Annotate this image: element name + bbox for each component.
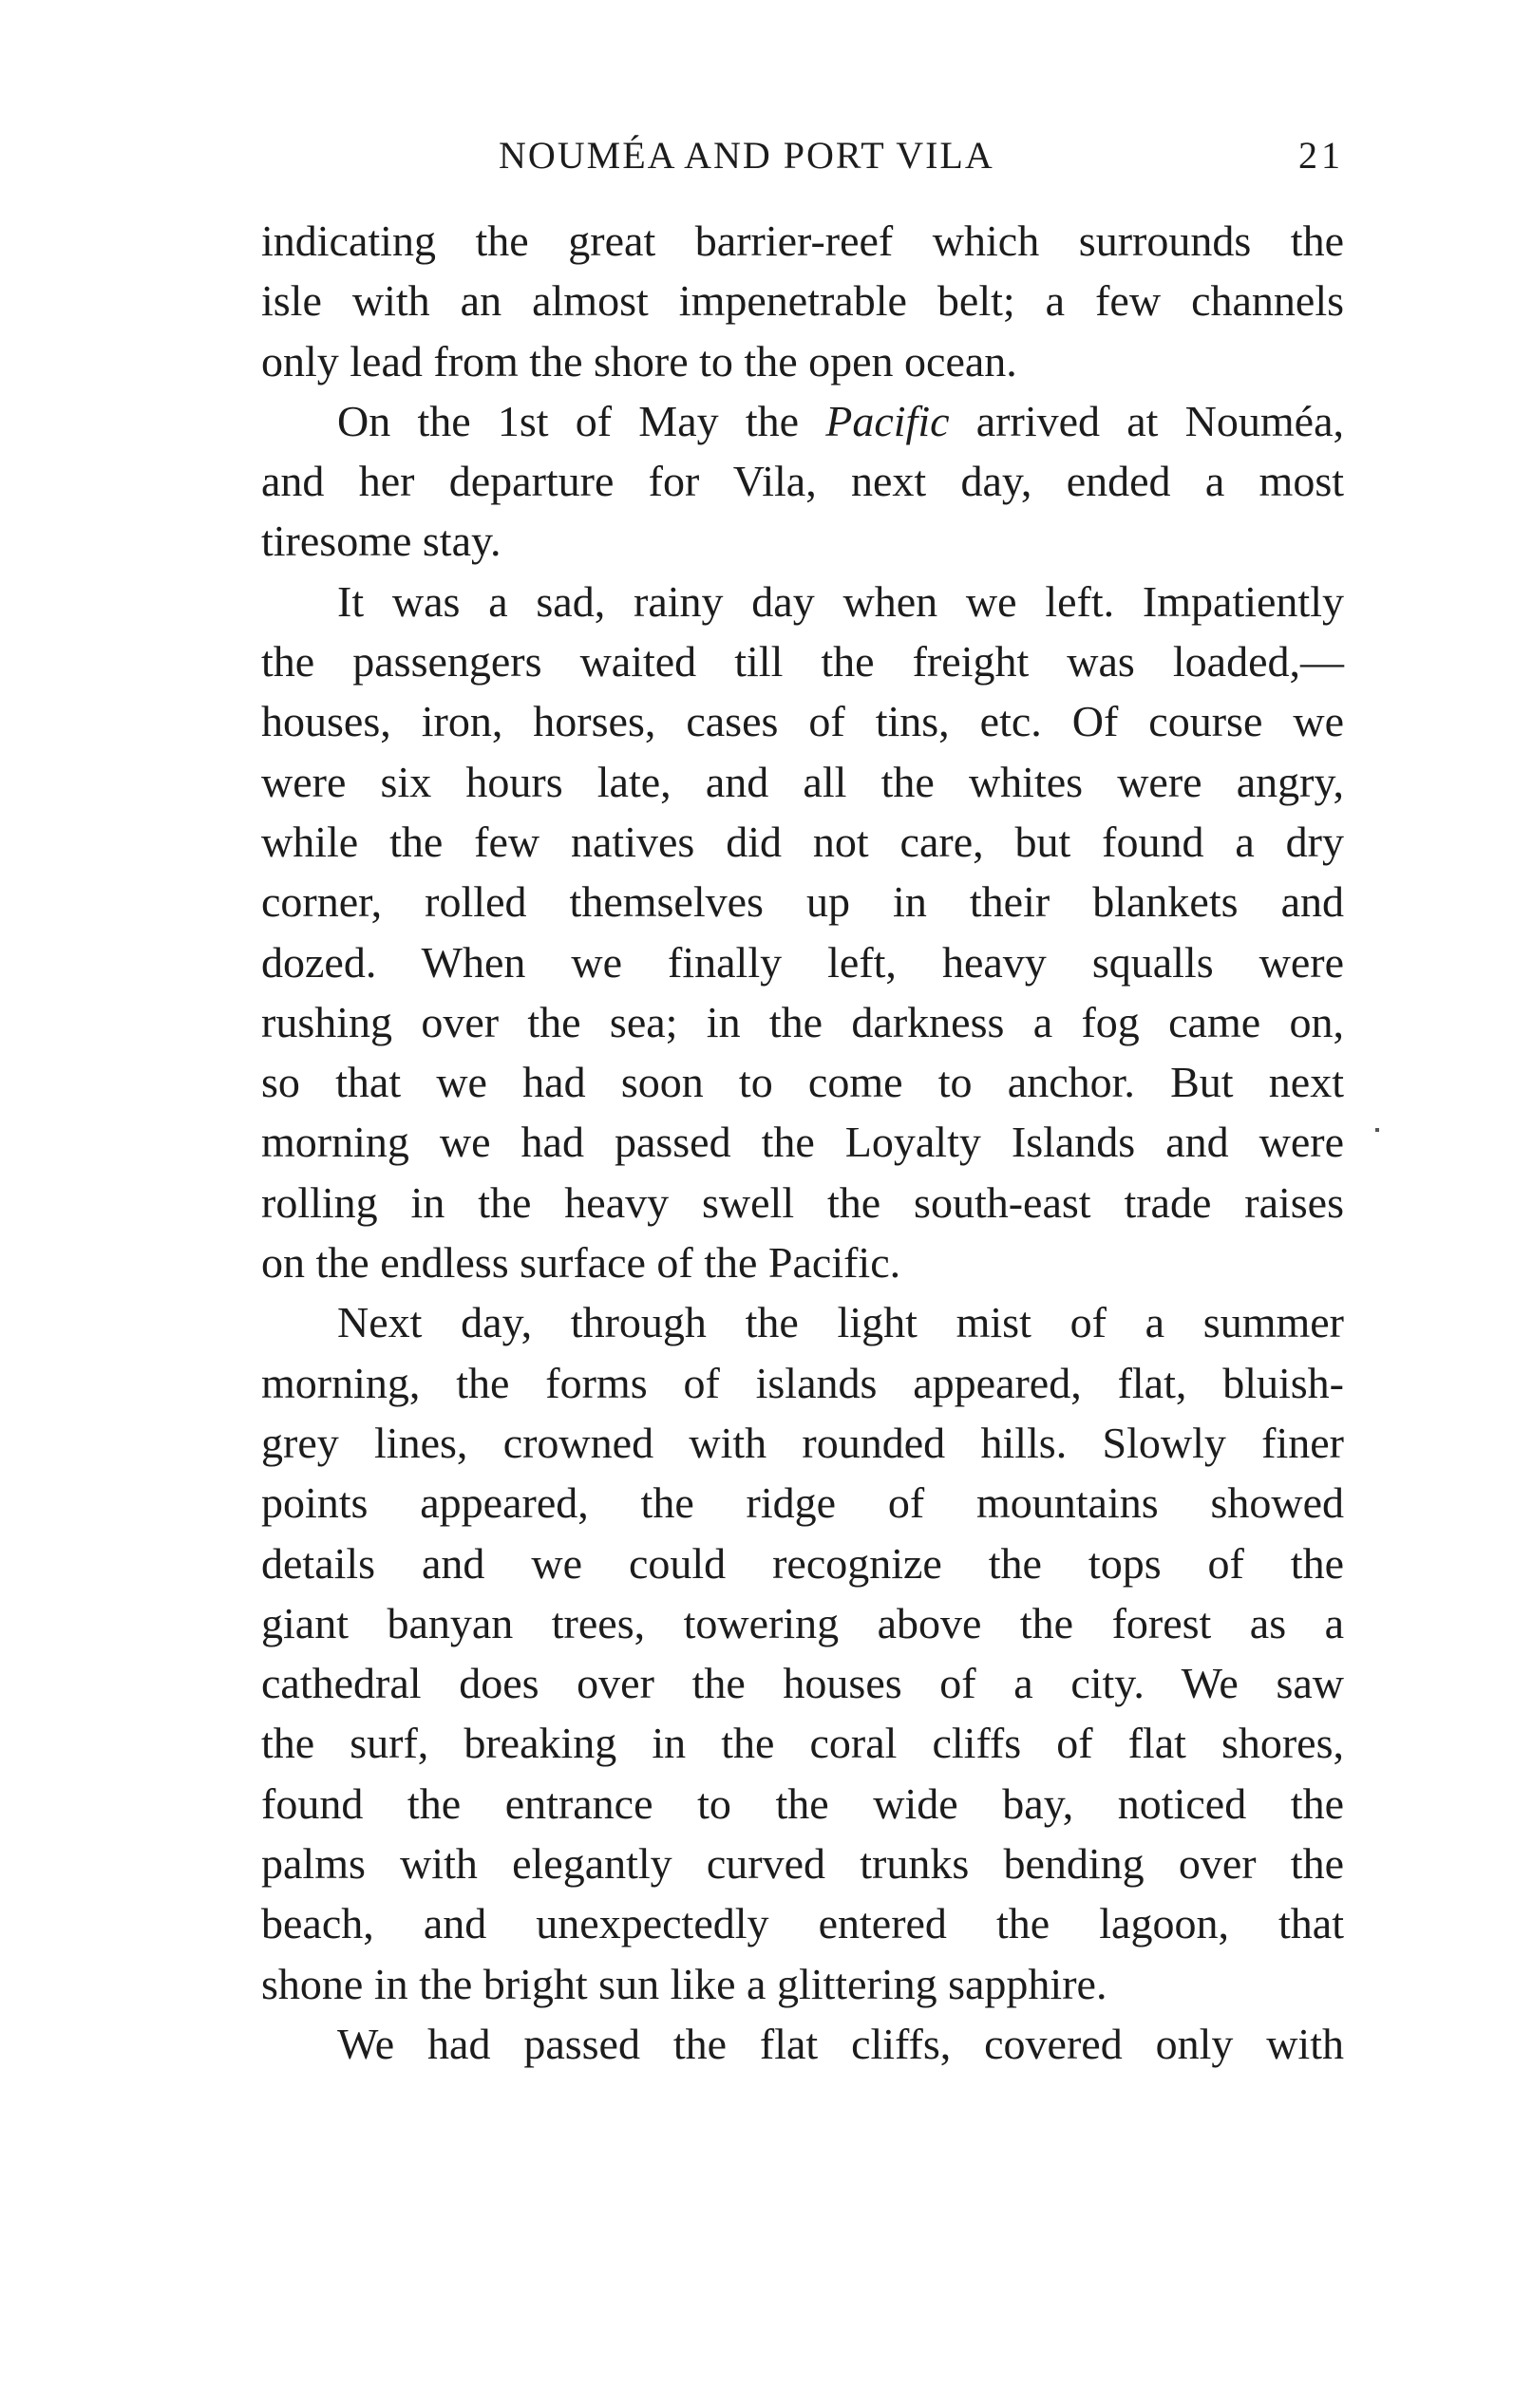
text-line: tiresome stay. — [261, 517, 502, 566]
text-line: corner, rolled themselves up in their blankets and — [261, 877, 1344, 927]
text-line: morning we had passed the Loyalty Islands and were — [261, 1118, 1344, 1167]
text-line: and her departure for Vila, next day, ended a most — [261, 457, 1344, 506]
body-text — [261, 211, 1344, 2074]
text-line: on the endless surface of the Pacific. — [261, 1238, 901, 1288]
text-line: were six hours late, and all the whites were angry, — [261, 757, 1344, 806]
text-line — [261, 391, 1344, 451]
text-line: only lead from the shore to the open ocean. — [261, 336, 1017, 386]
text-line: shone in the bright sun like a glittering sapphire. — [261, 1959, 1107, 2008]
text-line: morning, the forms of islands appeared, flat, bluish- — [261, 1358, 1344, 1407]
text-line-start: On the 1st of May the Pacific arrived at Nouméa, — [337, 396, 1344, 445]
margin-mark — [1375, 1128, 1379, 1132]
text-line: palms with elegantly curved trunks bending over the — [261, 1839, 1344, 1889]
text-line: so that we had soon to come to anchor. But next — [261, 1058, 1344, 1107]
text-line: points appeared, the ridge of mountains showed — [261, 1478, 1344, 1528]
text-line: rolling in the heavy swell the south-east trade raises — [261, 1177, 1344, 1227]
text-line: while the few natives did not care, but found a dry — [261, 817, 1344, 866]
text-line: the passengers waited till the freight was loaded,— — [261, 637, 1344, 687]
text-line: It was a sad, rainy day when we left. Impatiently — [337, 576, 1344, 626]
running-head: NOUMÉA AND PORT VILA — [499, 134, 994, 177]
text-line: isle with an almost impenetrable belt; a few channels — [261, 276, 1344, 326]
text-line: cathedral does over the houses of a city. We saw — [261, 1659, 1344, 1708]
text-line: the surf, breaking in the coral cliffs of flat shores, — [261, 1719, 1344, 1768]
page-number: 21 — [1298, 134, 1344, 177]
text-line: indicating the great barrier-reef which surrounds the — [261, 216, 1344, 265]
text-line: giant banyan trees, towering above the forest as a — [261, 1598, 1344, 1647]
text-line: beach, and unexpectedly entered the lagoon, that — [261, 1899, 1344, 1948]
text-line: dozed. When we finally left, heavy squalls were — [261, 937, 1344, 987]
text-line: found the entrance to the wide bay, noticed the — [261, 1778, 1344, 1828]
ship-name-emphasis: Pacific — [825, 396, 950, 445]
text-line: rushing over the sea; in the darkness a fog came on, — [261, 997, 1344, 1046]
text-line: houses, iron, horses, cases of tins, etc. Of course we — [261, 697, 1344, 746]
page-header — [261, 123, 1344, 190]
text-line: grey lines, crowned with rounded hills. Slowly finer — [261, 1418, 1344, 1467]
text-line: details and we could recognize the tops of the — [261, 1538, 1344, 1588]
text-line: Next day, through the light mist of a summer — [337, 1298, 1344, 1347]
text-line: We had passed the flat cliffs, covered only with — [337, 2019, 1344, 2068]
